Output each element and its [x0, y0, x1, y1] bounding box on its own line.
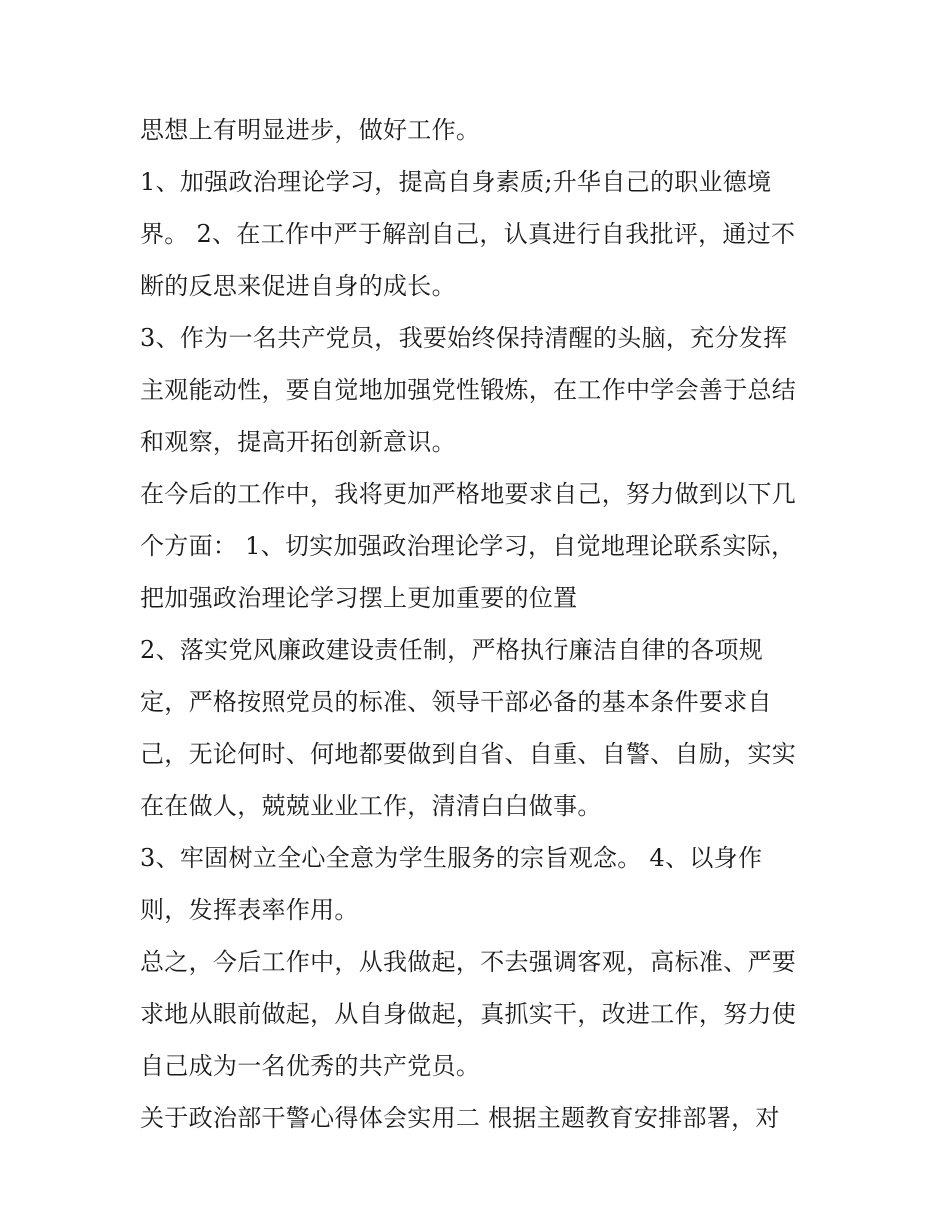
text-line: 关于政治部干警心得体会实用二 根据主题教育安排部署，对	[140, 1104, 780, 1132]
text-line: 在在做人，兢兢业业工作，清清白白做事。	[140, 792, 602, 820]
text-line: 3、作为一名共产党员，我要始终保持清醒的头脑，充分发挥	[140, 324, 788, 352]
text-line: 把加强政治理论学习摆上更加重要的位置	[140, 584, 578, 612]
text-line: 求地从眼前做起，从自身做起，真抓实干，改进工作，努力使	[140, 1000, 797, 1028]
text-line: 总之，今后工作中，从我做起，不去强调客观，高标准、严要	[140, 948, 797, 976]
text-line: 2、落实党风廉政建设责任制，严格执行廉洁自律的各项规	[140, 636, 764, 664]
text-line: 1、加强政治理论学习，提高自身素质;升华自己的职业德境	[140, 168, 772, 196]
text-line: 个方面： 1、切实加强政治理论学习，自觉地理论联系实际，	[140, 532, 796, 560]
text-line: 定，严格按照党员的标准、领导干部必备的基本条件要求自	[140, 688, 772, 716]
text-line: 己，无论何时、何地都要做到自省、自重、自警、自励，实实	[140, 740, 797, 768]
text-line: 和观察，提高开拓创新意识。	[140, 428, 456, 456]
text-line: 在今后的工作中，我将更加严格地要求自己，努力做到以下几	[140, 480, 797, 508]
text-line: 自己成为一名优秀的共产党员。	[140, 1052, 481, 1080]
text-line: 主观能动性，要自觉地加强党性锻炼，在工作中学会善于总结	[140, 376, 797, 404]
text-line: 则，发挥表率作用。	[140, 896, 359, 924]
text-line: 界。 2、在工作中严于解剖自己，认真进行自我批评，通过不	[140, 220, 796, 248]
document-body	[140, 104, 830, 1144]
text-line: 3、牢固树立全心全意为学生服务的宗旨观念。 4、以身作	[140, 844, 763, 872]
text-line: 断的反思来促进自身的成长。	[140, 272, 456, 300]
text-line: 思想上有明显进步，做好工作。	[140, 116, 481, 144]
